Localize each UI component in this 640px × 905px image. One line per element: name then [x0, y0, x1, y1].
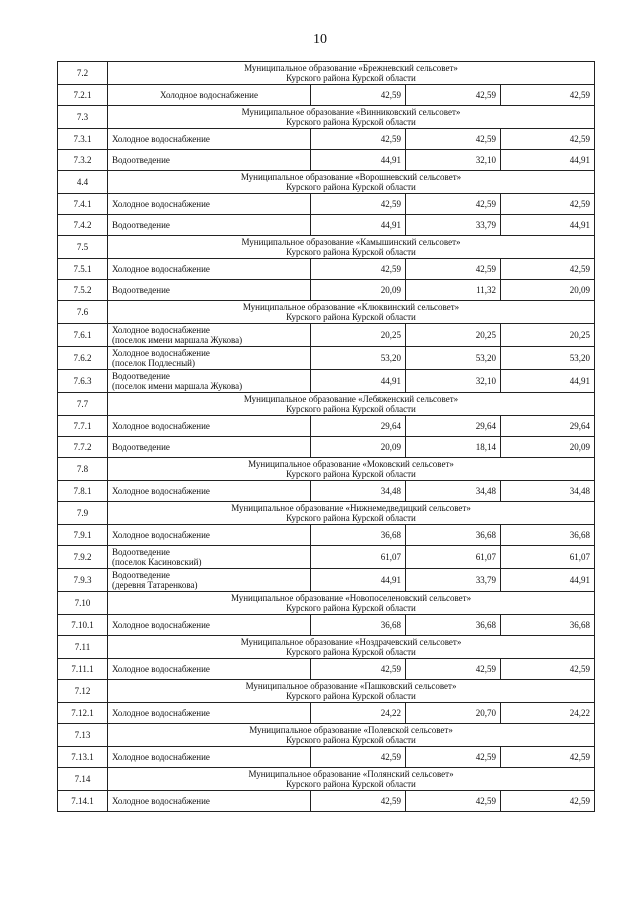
service-name: Водоотведение [112, 570, 170, 580]
tariff-value-3: 44,91 [501, 215, 595, 236]
service-name: Холодное водоснабжение [112, 530, 210, 540]
section-number: 7.12 [58, 680, 108, 703]
municipality-district: Курского района Курской области [286, 513, 416, 523]
section-number: 7.13 [58, 724, 108, 747]
service-row [58, 129, 595, 150]
municipality-district: Курского района Курской области [286, 779, 416, 789]
tariff-value-1: 44,91 [311, 215, 406, 236]
tariff-value-1: 42,59 [311, 791, 406, 812]
service-row [58, 150, 595, 171]
municipality-title: Муниципальное образование «Лебяженский сельсовет» [243, 394, 459, 404]
service-name-cell [108, 129, 311, 150]
service-number: 7.10.1 [58, 615, 108, 636]
service-location: (поселок Подлесный) [112, 358, 195, 368]
service-name-cell [108, 703, 311, 724]
tariff-value-1: 20,25 [311, 324, 406, 347]
tariff-value-1: 20,09 [311, 437, 406, 458]
service-number: 7.5.1 [58, 259, 108, 280]
municipality-title-cell [108, 106, 595, 129]
tariff-value-2: 42,59 [406, 791, 501, 812]
municipality-title: Муниципальное образование «Винниковский сельсовет» [241, 107, 461, 117]
section-number: 7.14 [58, 768, 108, 791]
municipality-title: Муниципальное образование «Моковский сельсовет» [248, 459, 454, 469]
municipality-title-cell [108, 724, 595, 747]
service-name-cell [108, 437, 311, 458]
service-number: 7.8.1 [58, 481, 108, 502]
service-location: (поселок имени маршала Жукова) [112, 335, 243, 345]
service-name: Холодное водоснабжение [160, 90, 258, 100]
tariff-value-1: 34,48 [311, 481, 406, 502]
tariff-value-2: 42,59 [406, 194, 501, 215]
tariff-value-2: 42,59 [406, 259, 501, 280]
tariff-value-3: 42,59 [501, 194, 595, 215]
municipality-header-row [58, 62, 595, 85]
service-name: Холодное водоснабжение [112, 348, 210, 358]
tariff-value-3: 29,64 [501, 416, 595, 437]
tariff-value-1: 44,91 [311, 370, 406, 393]
service-number: 7.13.1 [58, 747, 108, 768]
municipality-header-row [58, 301, 595, 324]
service-number: 7.9.3 [58, 569, 108, 592]
service-number: 7.3.2 [58, 150, 108, 171]
service-location: (деревня Татаренкова) [112, 580, 198, 590]
tariff-value-2: 36,68 [406, 525, 501, 546]
municipality-header-row [58, 502, 595, 525]
municipality-title-cell [108, 236, 595, 259]
municipality-header-row [58, 393, 595, 416]
service-name: Холодное водоснабжение [112, 486, 210, 496]
service-name: Холодное водоснабжение [112, 134, 210, 144]
tariff-value-2: 29,64 [406, 416, 501, 437]
tariff-value-3: 42,59 [501, 259, 595, 280]
tariff-value-1: 42,59 [311, 129, 406, 150]
service-name: Холодное водоснабжение [112, 199, 210, 209]
municipality-title-cell [108, 301, 595, 324]
tariff-value-2: 42,59 [406, 85, 501, 106]
tariff-value-2: 32,10 [406, 150, 501, 171]
municipality-title-cell [108, 768, 595, 791]
tariff-value-3: 42,59 [501, 85, 595, 106]
tariff-value-3: 53,20 [501, 347, 595, 370]
service-name: Холодное водоснабжение [112, 325, 210, 335]
service-location: (поселок имени маршала Жукова) [112, 381, 243, 391]
municipality-title: Муниципальное образование «Полевской сельсовет» [249, 725, 453, 735]
service-name-cell [108, 215, 311, 236]
municipality-title-cell [108, 393, 595, 416]
municipality-title: Муниципальное образование «Ноздрачевский сельсовет» [240, 637, 462, 647]
service-name: Водоотведение [112, 442, 170, 452]
tariff-value-2: 61,07 [406, 546, 501, 569]
service-name: Холодное водоснабжение [112, 264, 210, 274]
section-number: 4.4 [58, 171, 108, 194]
service-row [58, 437, 595, 458]
service-name: Водоотведение [112, 220, 170, 230]
tariff-value-2: 20,70 [406, 703, 501, 724]
service-name: Водоотведение [112, 547, 170, 557]
tariff-value-1: 42,59 [311, 659, 406, 680]
tariff-value-2: 42,59 [406, 747, 501, 768]
municipality-district: Курского района Курской области [286, 247, 416, 257]
section-number: 7.5 [58, 236, 108, 259]
municipality-title: Муниципальное образование «Брежневский сельсовет» [244, 63, 458, 73]
service-row [58, 347, 595, 370]
service-name: Водоотведение [112, 155, 170, 165]
tariff-value-2: 42,59 [406, 659, 501, 680]
municipality-district: Курского района Курской области [286, 404, 416, 414]
service-row [58, 416, 595, 437]
service-row [58, 194, 595, 215]
municipality-header-row [58, 106, 595, 129]
tariff-value-1: 42,59 [311, 85, 406, 106]
tariff-value-3: 42,59 [501, 659, 595, 680]
service-number: 7.9.1 [58, 525, 108, 546]
service-name-cell [108, 370, 311, 393]
service-number: 7.6.3 [58, 370, 108, 393]
service-name: Холодное водоснабжение [112, 796, 210, 806]
tariff-value-3: 36,68 [501, 615, 595, 636]
municipality-district: Курского района Курской области [286, 469, 416, 479]
municipality-district: Курского района Курской области [286, 182, 416, 192]
service-row [58, 659, 595, 680]
municipality-title: Муниципальное образование «Полянский сельсовет» [248, 769, 454, 779]
municipality-title: Муниципальное образование «Новопоселеновский сельсовет» [230, 593, 472, 603]
municipality-district: Курского района Курской области [286, 735, 416, 745]
municipality-title: Муниципальное образование «Нижнемедведицкий сельсовет» [231, 503, 471, 513]
tariff-value-3: 42,59 [501, 791, 595, 812]
service-name-cell [108, 347, 311, 370]
tariff-value-1: 44,91 [311, 150, 406, 171]
municipality-header-row [58, 724, 595, 747]
municipality-header-row [58, 171, 595, 194]
tariff-value-1: 61,07 [311, 546, 406, 569]
tariff-value-2: 53,20 [406, 347, 501, 370]
tariff-value-2: 32,10 [406, 370, 501, 393]
municipality-title: Муниципальное образование «Ворошневский сельсовет» [240, 172, 462, 182]
service-number: 7.5.2 [58, 280, 108, 301]
service-number: 7.4.2 [58, 215, 108, 236]
service-row [58, 703, 595, 724]
tariff-value-1: 42,59 [311, 747, 406, 768]
tariff-table [57, 61, 595, 812]
service-number: 7.9.2 [58, 546, 108, 569]
tariff-value-1: 29,64 [311, 416, 406, 437]
service-row [58, 546, 595, 569]
service-name-cell [108, 481, 311, 502]
service-name-cell [108, 324, 311, 347]
tariff-value-3: 44,91 [501, 150, 595, 171]
municipality-title-cell [108, 458, 595, 481]
service-name: Водоотведение [112, 285, 170, 295]
service-name: Холодное водоснабжение [112, 752, 210, 762]
section-number: 7.9 [58, 502, 108, 525]
service-name-cell [108, 525, 311, 546]
municipality-header-row [58, 458, 595, 481]
section-number: 7.6 [58, 301, 108, 324]
tariff-value-3: 20,09 [501, 280, 595, 301]
service-number: 7.14.1 [58, 791, 108, 812]
municipality-district: Курского района Курской области [286, 312, 416, 322]
service-number: 7.6.1 [58, 324, 108, 347]
service-number: 7.2.1 [58, 85, 108, 106]
service-number: 7.6.2 [58, 347, 108, 370]
service-row [58, 569, 595, 592]
municipality-title: Муниципальное образование «Клюквинский сельсовет» [242, 302, 460, 312]
tariff-value-1: 36,68 [311, 615, 406, 636]
service-name-cell [108, 416, 311, 437]
municipality-title: Муниципальное образование «Камышинский сельсовет» [241, 237, 461, 247]
tariff-table-body [58, 62, 595, 812]
service-row [58, 525, 595, 546]
municipality-district: Курского района Курской области [286, 117, 416, 127]
service-location: (поселок Касиновский) [112, 557, 202, 567]
tariff-value-3: 24,22 [501, 703, 595, 724]
tariff-value-1: 42,59 [311, 194, 406, 215]
tariff-value-3: 20,25 [501, 324, 595, 347]
service-name: Водоотведение [112, 371, 170, 381]
service-row [58, 215, 595, 236]
tariff-value-2: 11,32 [406, 280, 501, 301]
tariff-value-3: 20,09 [501, 437, 595, 458]
tariff-value-1: 20,09 [311, 280, 406, 301]
municipality-district: Курского района Курской области [286, 73, 416, 83]
service-row [58, 615, 595, 636]
service-row [58, 324, 595, 347]
service-name-cell [108, 150, 311, 171]
tariff-value-2: 34,48 [406, 481, 501, 502]
service-name-cell [108, 791, 311, 812]
section-number: 7.3 [58, 106, 108, 129]
municipality-district: Курского района Курской области [286, 691, 416, 701]
service-name-cell [108, 569, 311, 592]
tariff-value-1: 42,59 [311, 259, 406, 280]
section-number: 7.2 [58, 62, 108, 85]
service-row [58, 481, 595, 502]
tariff-value-1: 53,20 [311, 347, 406, 370]
service-number: 7.12.1 [58, 703, 108, 724]
municipality-title-cell [108, 171, 595, 194]
municipality-header-row [58, 768, 595, 791]
service-row [58, 791, 595, 812]
municipality-header-row [58, 636, 595, 659]
section-number: 7.7 [58, 393, 108, 416]
service-row [58, 747, 595, 768]
municipality-title-cell [108, 502, 595, 525]
service-name: Холодное водоснабжение [112, 620, 210, 630]
service-name: Холодное водоснабжение [112, 421, 210, 431]
service-row [58, 280, 595, 301]
municipality-header-row [58, 592, 595, 615]
service-name: Холодное водоснабжение [112, 708, 210, 718]
tariff-value-3: 61,07 [501, 546, 595, 569]
municipality-title-cell [108, 592, 595, 615]
service-row [58, 370, 595, 393]
tariff-value-1: 44,91 [311, 569, 406, 592]
municipality-header-row [58, 236, 595, 259]
service-number: 7.7.1 [58, 416, 108, 437]
service-name-cell [108, 747, 311, 768]
service-row [58, 259, 595, 280]
service-row [58, 85, 595, 106]
service-number: 7.3.1 [58, 129, 108, 150]
service-name-cell [108, 194, 311, 215]
tariff-value-3: 44,91 [501, 569, 595, 592]
municipality-district: Курского района Курской области [286, 603, 416, 613]
municipality-district: Курского района Курской области [286, 647, 416, 657]
service-number: 7.7.2 [58, 437, 108, 458]
tariff-value-2: 42,59 [406, 129, 501, 150]
tariff-value-2: 20,25 [406, 324, 501, 347]
tariff-value-3: 36,68 [501, 525, 595, 546]
municipality-title-cell [108, 636, 595, 659]
section-number: 7.8 [58, 458, 108, 481]
service-name-cell [108, 615, 311, 636]
tariff-value-3: 42,59 [501, 747, 595, 768]
tariff-value-3: 34,48 [501, 481, 595, 502]
service-number: 7.11.1 [58, 659, 108, 680]
tariff-value-2: 33,79 [406, 215, 501, 236]
tariff-value-2: 36,68 [406, 615, 501, 636]
service-name-cell [108, 546, 311, 569]
service-number: 7.4.1 [58, 194, 108, 215]
service-name: Холодное водоснабжение [112, 664, 210, 674]
municipality-title-cell [108, 680, 595, 703]
tariff-value-1: 36,68 [311, 525, 406, 546]
service-name-cell [108, 85, 311, 106]
municipality-title: Муниципальное образование «Пашковский сельсовет» [245, 681, 457, 691]
service-name-cell [108, 659, 311, 680]
municipality-header-row [58, 680, 595, 703]
tariff-value-3: 44,91 [501, 370, 595, 393]
tariff-value-2: 33,79 [406, 569, 501, 592]
tariff-value-2: 18,14 [406, 437, 501, 458]
section-number: 7.10 [58, 592, 108, 615]
service-name-cell [108, 280, 311, 301]
section-number: 7.11 [58, 636, 108, 659]
municipality-title-cell [108, 62, 595, 85]
service-name-cell [108, 259, 311, 280]
tariff-value-1: 24,22 [311, 703, 406, 724]
page-number: 10 [313, 32, 327, 47]
tariff-value-3: 42,59 [501, 129, 595, 150]
